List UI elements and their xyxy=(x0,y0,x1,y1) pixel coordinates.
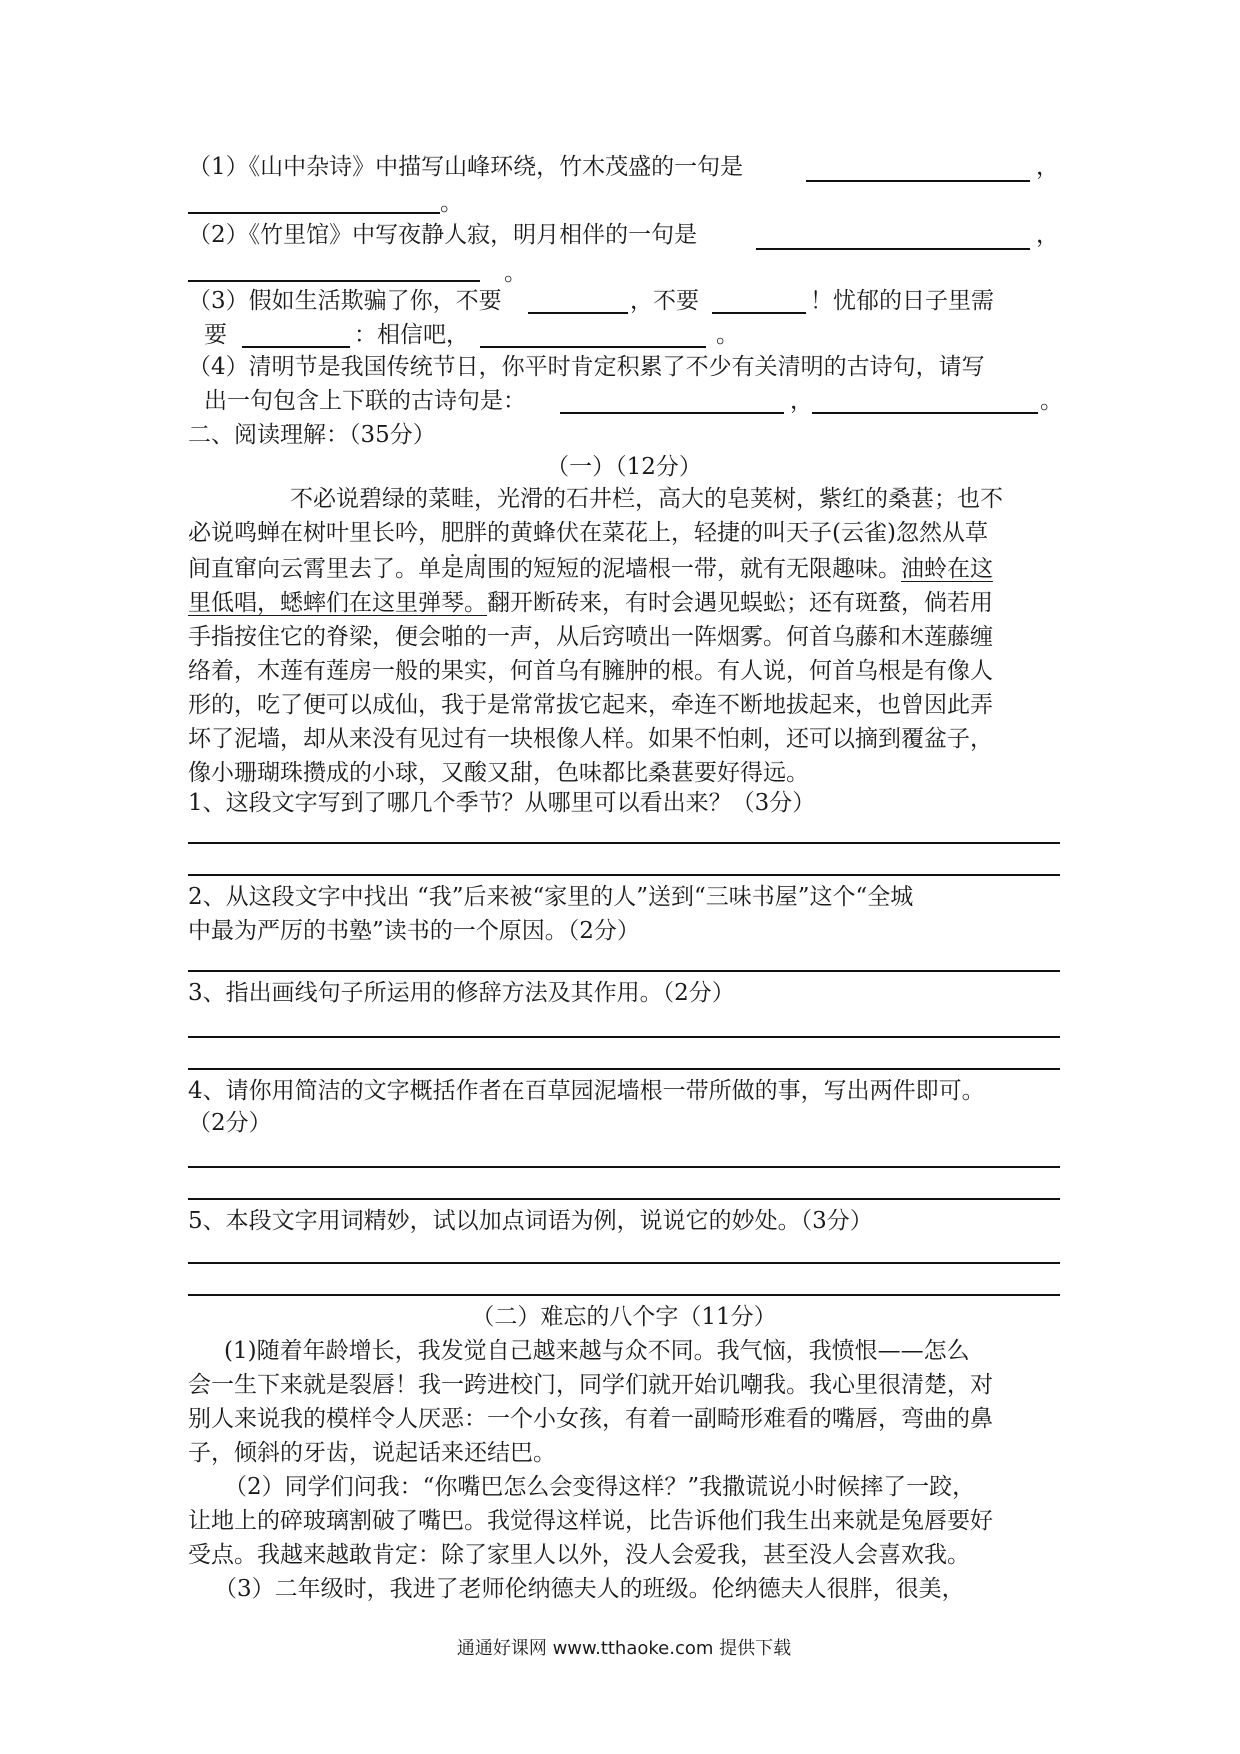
q2-comma: ， xyxy=(1036,222,1059,248)
underlined-sentence: 里低唱，蟋蟀们在这里弹琴。 xyxy=(188,590,487,616)
answer-line[interactable] xyxy=(188,1294,1060,1296)
q3-text-b: ，不要 xyxy=(630,288,699,314)
passage1-line: 不必说碧绿的菜畦，光滑的石井栏，高大的皂荚树，紫红的桑葚；也不 xyxy=(290,486,1003,512)
answer-line[interactable] xyxy=(188,1036,1060,1038)
q3-text-c: ！忧郁的日子里需 xyxy=(810,288,994,314)
q1-blank-1[interactable] xyxy=(806,180,1030,182)
question-2: 2、从这段文字中找出 “我”后来被“家里的人”送到“三味书屋”这个“全城 xyxy=(188,884,914,910)
q3-end: 。 xyxy=(716,322,739,348)
question-2-cont: 中最为严厉的书塾”读书的一个原因。（2分） xyxy=(188,918,640,944)
q2-end: 。 xyxy=(504,260,527,286)
q1-text: （1）《山中杂诗》中描写山峰环绕，竹木茂盛的一句是 xyxy=(188,154,744,180)
underlined-sentence: 油蛉在这 xyxy=(901,556,993,582)
answer-line[interactable] xyxy=(188,970,1060,972)
passage1-line: 里低唱，蟋蟀们在这里弹琴。翻开断砖来，有时会遇见蜈蚣；还有斑蝥，倘若用 xyxy=(188,590,993,616)
q4-end: 。 xyxy=(1040,388,1063,414)
q1-comma: ， xyxy=(1036,154,1059,180)
q3-blank-2[interactable] xyxy=(712,312,806,314)
dotted-word: 肥 xyxy=(441,520,464,546)
q2-blank-2[interactable] xyxy=(188,280,480,282)
answer-line[interactable] xyxy=(188,842,1060,844)
q3-blank-1[interactable] xyxy=(528,312,628,314)
dotted-word: 胖 xyxy=(464,520,487,546)
q2-blank-1[interactable] xyxy=(756,248,1030,250)
question-3: 3、指出画线句子所运用的修辞方法及其作用。（2分） xyxy=(188,980,735,1006)
q2-text: （2）《竹里馆》中写夜静人寂，明月相伴的一句是 xyxy=(188,222,698,248)
passage2-line: （2）同学们问我：“你嘴巴怎么会变得这样？”我撒谎说小时候摔了一跤， xyxy=(224,1474,976,1500)
q1-end: 。 xyxy=(440,190,463,216)
answer-line[interactable] xyxy=(188,1198,1060,1200)
passage1-line: 手指按住它的脊梁，便会啪的一声，从后窍喷出一阵烟雾。何首乌藤和木莲藤缠 xyxy=(188,624,993,650)
answer-line[interactable] xyxy=(188,1068,1060,1070)
q4-text-1: （4）清明节是我国传统节日，你平时肯定积累了不少有关清明的古诗句，请写 xyxy=(188,354,985,380)
passage1-line: 必说鸣蝉在树叶里长吟，肥胖的黄蜂伏在菜花上，轻捷的叫天子(云雀)忽然从草 xyxy=(188,520,988,546)
question-5: 5、本段文字用词精妙，试以加点词语为例，说说它的妙处。（3分） xyxy=(188,1208,873,1234)
footer-watermark: 通通好课网 www.tthaoke.com 提供下载 xyxy=(456,1638,792,1659)
q3-text-d: 要 xyxy=(204,322,227,348)
question-1: 1、这段文字写到了哪几个季节？从哪里可以看出来？（3分） xyxy=(188,790,816,816)
question-4: 4、请你用简洁的文字概括作者在百草园泥墙根一带所做的事，写出两件即可。 xyxy=(188,1078,985,1104)
question-4-cont: （2分） xyxy=(188,1110,272,1136)
q3-blank-4[interactable] xyxy=(480,346,706,348)
q3-blank-3[interactable] xyxy=(242,346,350,348)
passage2-line: 子，倾斜的牙齿，说起话来还结巴。 xyxy=(188,1440,556,1466)
passage1-line: 坏了泥墙，却从来没有见过有一块根像人样。如果不怕刺，还可以摘到覆盆子， xyxy=(188,726,993,752)
passage1-line: 形的，吃了便可以成仙，我于是常常拔它起来，牵连不断地拔起来，也曾因此弄 xyxy=(188,692,993,718)
passage1-line: 间直窜向云霄里去了。单是周围的短短的泥墙根一带，就有无限趣味。油蛉在这 xyxy=(188,556,993,582)
passage2-line: （3）二年级时，我进了老师伦纳德夫人的班级。伦纳德夫人很胖，很美， xyxy=(214,1576,965,1602)
passage2-line: 让地上的碎玻璃割破了嘴巴。我觉得这样说，比告诉他们我生出来就是兔唇要好 xyxy=(188,1508,993,1534)
q4-blank-2[interactable] xyxy=(812,412,1038,414)
answer-line[interactable] xyxy=(188,1262,1060,1264)
q4-comma: ， xyxy=(790,388,813,414)
part1-title: （一）（12分） xyxy=(546,454,702,480)
passage2-line: 受点。我越来越敢肯定：除了家里人以外，没人会爱我，甚至没人会喜欢我。 xyxy=(188,1542,970,1568)
passage2-line: 别人来说我的模样令人厌恶：一个小女孩，有着一副畸形难看的嘴唇，弯曲的鼻 xyxy=(188,1406,993,1432)
q3-text-e: ：相信吧， xyxy=(354,322,469,348)
passage2-line: 会一生下来就是裂唇！我一跨进校门，同学们就开始讥嘲我。我心里很清楚，对 xyxy=(188,1372,993,1398)
answer-line[interactable] xyxy=(188,874,1060,876)
answer-line[interactable] xyxy=(188,1166,1060,1168)
passage2-line: (1)随着年龄增长，我发觉自己越来越与众不同。我气恼，我愤恨——怎么 xyxy=(224,1338,970,1364)
passage1-line: 像小珊瑚珠攒成的小球，又酸又甜，色味都比桑葚要好得远。 xyxy=(188,760,809,786)
passage1-line: 络着，木莲有莲房一般的果实，何首乌有臃肿的根。有人说，何首乌根是有像人 xyxy=(188,658,993,684)
section-heading: 二、阅读理解：（35分） xyxy=(188,422,436,448)
part2-title: （二）难忘的八个字（11分） xyxy=(471,1304,777,1330)
q4-blank-1[interactable] xyxy=(560,412,784,414)
q1-blank-2[interactable] xyxy=(188,212,440,214)
q3-text-a: （3）假如生活欺骗了你，不要 xyxy=(188,288,502,314)
q4-text-2: 出一句包含上下联的古诗句是： xyxy=(204,388,526,414)
